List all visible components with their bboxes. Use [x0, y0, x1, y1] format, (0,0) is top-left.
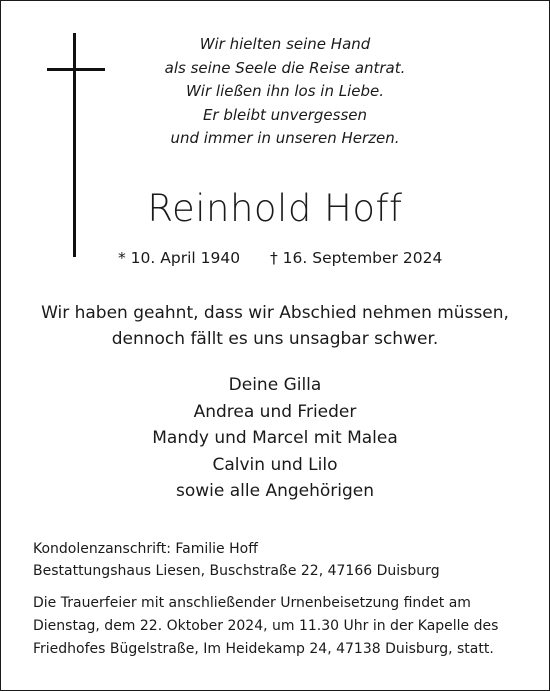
family-line: Andrea und Frieder — [193, 401, 357, 422]
lead-text — [0, 300, 550, 352]
poem-line: und immer in unseren Herzen. — [170, 129, 400, 147]
service-line: Dienstag, dem 22. Oktober 2024, um 11.30 Uhr in der Kapelle des — [33, 618, 499, 634]
contact-line: Kondolenzanschrift: Familie Hoff — [33, 541, 258, 557]
poem-line: Wir ließen ihn los in Liebe. — [185, 82, 385, 100]
deceased-name: Reinhold Hoff — [147, 187, 403, 230]
cross-horizontal-bar — [47, 68, 105, 71]
family-line: Mandy und Marcel mit Malea — [152, 428, 398, 448]
family-line: sowie alle Angehörigen — [175, 481, 375, 501]
lead-line: dennoch fällt es uns unsagbar schwer. — [111, 329, 439, 349]
family-line: Calvin und Lilo — [212, 454, 338, 475]
birth-date: * 10. April 1940 — [118, 249, 241, 267]
funeral-service-info — [33, 592, 521, 661]
poem-line: Wir hielten seine Hand — [199, 35, 371, 53]
lead-line: Wir haben geahnt, dass wir Abschied nehmen müssen, — [41, 303, 509, 323]
family-list — [0, 372, 550, 505]
service-line: Friedhofes Bügelstraße, Im Heidekamp 24, 47138 Duisburg, statt. — [33, 641, 494, 657]
poem — [110, 33, 460, 151]
poem-line: Er bleibt unvergessen — [202, 105, 368, 124]
service-line: Die Trauerfeier mit anschließender Urnenbeisetzung findet am — [33, 595, 471, 611]
contact-line: Bestattungshaus Liesen, Buschstraße 22, 47166 Duisburg — [33, 563, 440, 579]
poem-line: als seine Seele die Reise antrat. — [164, 58, 406, 77]
family-line: Deine Gilla — [228, 375, 322, 395]
condolence-address — [33, 538, 440, 582]
death-date: † 16. September 2024 — [270, 249, 443, 267]
